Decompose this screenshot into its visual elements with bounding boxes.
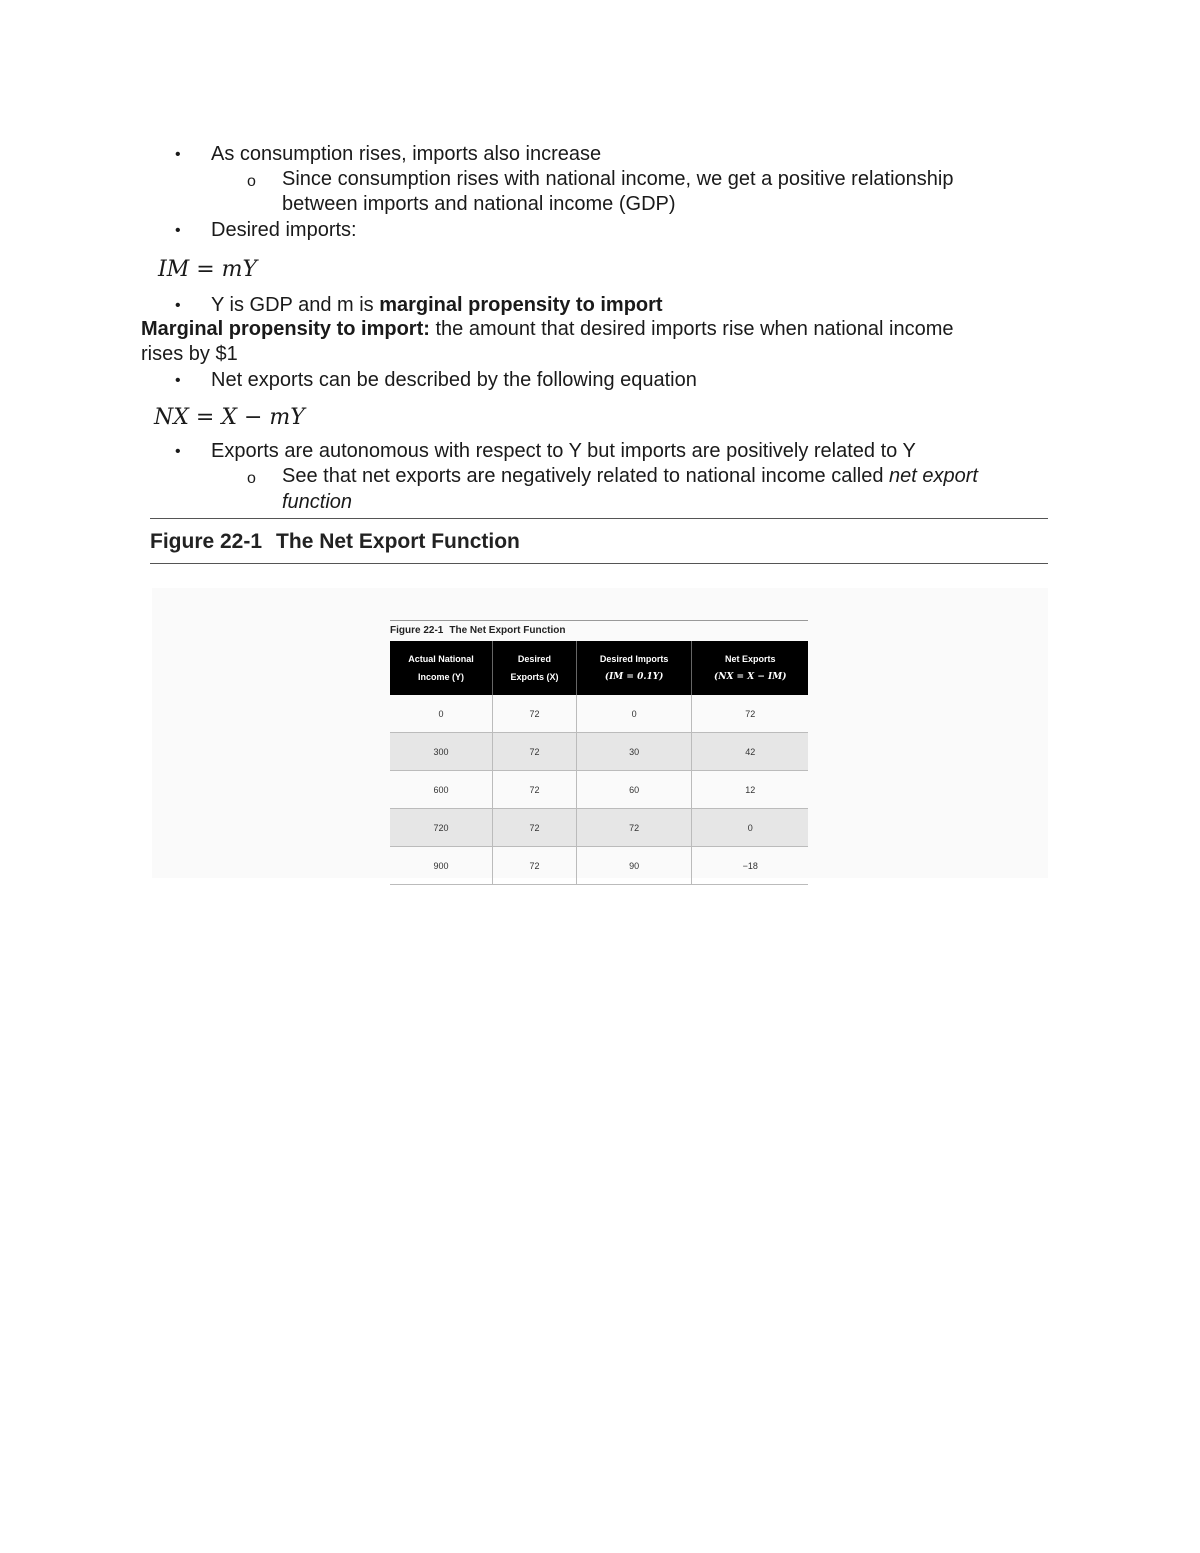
bullet-marker: • [175, 222, 181, 239]
table-row [390, 695, 808, 733]
header-line: Desired [517, 654, 551, 664]
table-row [390, 771, 808, 809]
sub-bullet-text-continued: between imports and national income (GDP) [282, 193, 676, 215]
definition-text-continued: rises by $1 [141, 343, 238, 365]
header-line: Desired Imports [599, 654, 669, 664]
table-figure-title: The Net Export Function [449, 625, 566, 636]
table-cell: 90 [576, 847, 692, 885]
table-cell: 72 [493, 809, 577, 847]
figure-top-rule [150, 518, 1048, 519]
bullet-text: Exports are autonomous with respect to Y but imports are positively related to Y [211, 440, 916, 462]
table-cell: 72 [692, 695, 808, 733]
table-header-cell [390, 641, 493, 695]
table-cell: 72 [493, 695, 577, 733]
table-header-row [390, 641, 808, 695]
header-line: Net Exports [724, 654, 776, 664]
table-cell: 720 [390, 809, 493, 847]
sub-bullet-text [282, 464, 978, 489]
bullet-text-plain: Y is GDP and m is [211, 294, 380, 316]
bullet-marker: • [175, 297, 181, 314]
header-line: Actual National [408, 654, 474, 664]
equation-net-exports: NX = X − mY [154, 405, 305, 430]
bullet-text: Desired imports: [211, 219, 357, 241]
header-line: Exports (X) [510, 672, 559, 682]
bullet-text [211, 293, 663, 318]
table-cell: 300 [390, 733, 493, 771]
definition-paragraph [141, 317, 954, 342]
bullet-marker: • [175, 372, 181, 389]
bullet-text: Net exports can be described by the following equation [211, 369, 697, 391]
header-line: Income (Y) [418, 672, 465, 682]
table-cell: 72 [576, 809, 692, 847]
sub-bullet-marker: o [247, 173, 256, 190]
equation-imports: IM = mY [158, 257, 258, 282]
table-row [390, 847, 808, 885]
table-cell: 0 [692, 809, 808, 847]
table-cell: 72 [493, 847, 577, 885]
table-cell: 30 [576, 733, 692, 771]
definition-term: Marginal propensity to import: [141, 318, 430, 340]
table-header-cell [493, 641, 577, 695]
bullet-marker: • [175, 443, 181, 460]
table-cell: 72 [493, 733, 577, 771]
table-cell: 60 [576, 771, 692, 809]
table-header-cell [692, 641, 808, 695]
definition-text: the amount that desired imports rise when national income [429, 318, 954, 340]
table-cell: 600 [390, 771, 493, 809]
table-header-cell [576, 641, 692, 695]
table-caption [390, 621, 808, 641]
table-cell: 0 [390, 695, 493, 733]
table-cell: 900 [390, 847, 493, 885]
sub-bullet-text: Since consumption rises with national income, we get a positive relationship [282, 168, 954, 190]
bullet-marker: • [175, 146, 181, 163]
header-line: (NX = X − IM) [713, 672, 787, 682]
figure-number: Figure 22-1 [150, 530, 263, 553]
table-cell: 72 [493, 771, 577, 809]
table-cell: 42 [692, 733, 808, 771]
sub-bullet-text-plain: See that net exports are negatively related to national income called [282, 465, 890, 487]
figure-table-image [390, 620, 808, 885]
sub-bullet-text-italic: net export [889, 465, 978, 487]
table-cell: −18 [692, 847, 808, 885]
bullet-text-bold: marginal propensity to import [379, 294, 663, 316]
table-row [390, 809, 808, 847]
sub-bullet-text-italic-continued: function [282, 491, 353, 513]
table-cell: 0 [576, 695, 692, 733]
table-cell: 12 [692, 771, 808, 809]
header-line: (IM = 0.1Y) [604, 672, 664, 682]
bullet-text: As consumption rises, imports also increase [211, 143, 602, 165]
figure-caption [150, 528, 520, 556]
figure-title: The Net Export Function [276, 530, 520, 553]
table-row [390, 733, 808, 771]
figure-bottom-rule [150, 563, 1048, 564]
sub-bullet-marker: o [247, 470, 256, 487]
table-figure-number: Figure 22-1 [390, 625, 444, 636]
net-export-table [390, 641, 808, 885]
